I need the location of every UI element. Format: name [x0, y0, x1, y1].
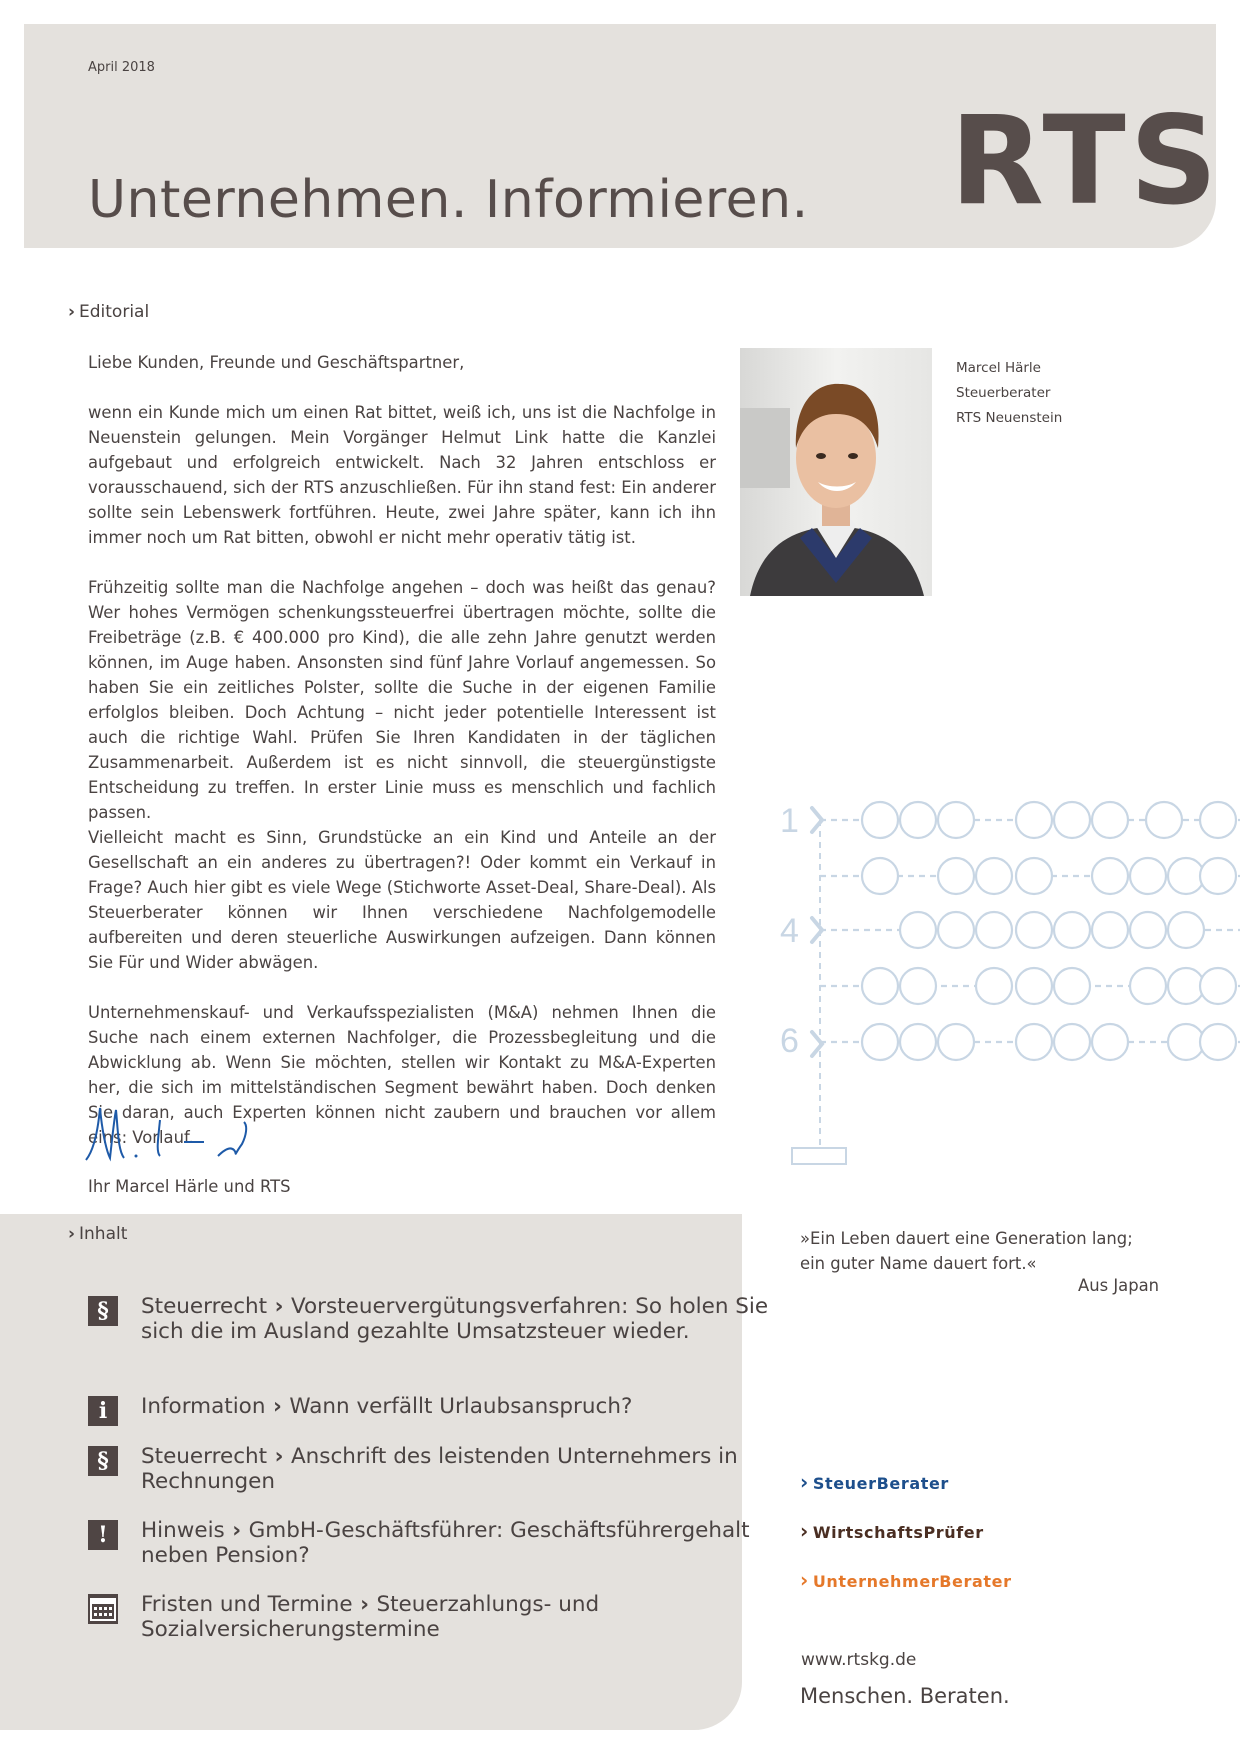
chevron-right-icon: › — [224, 1518, 249, 1543]
toc-title: Anschrift des leistenden Unternehmers in Rechnungen — [141, 1444, 738, 1494]
chevron-right-icon: › — [800, 1470, 809, 1494]
abacus-bead — [1092, 858, 1128, 894]
letter-paragraph: Frühzeitig sollte man die Nachfolge angehen – doch was heißt das genau? Wer hohes Vermögen schenkungssteuerfrei übertragen möchte, sollte die Freibeträge (z.B. € 400.000 pro Kind), die alle zehn Jahre genutzt werden können, im Auge haben. Ansonsten sind fünf Jahre Vorlauf angemessen. So haben Sie ein zeitliches Polster, sollte die Suche in der eigenen Familie erfolglos bleiben. Doch Achtung – nicht jeder potentielle Interessent ist auch die richtige Wahl. Prüfen Sie Ihren Kandidaten in der täglichen Zusammenarbeit. Außerdem ist es nicht sinnvoll, die steuergünstigste Entscheidung zu treffen. In erster Linie muss es menschlich und fachlich passen. — [88, 578, 716, 822]
toc-title: Steuerzahlungs- und Sozialversicherungstermine — [141, 1592, 600, 1642]
service-steuerberater[interactable] — [800, 1470, 949, 1494]
abacus-bead — [862, 858, 898, 894]
abacus-bead — [862, 802, 898, 838]
calendar-icon — [88, 1594, 118, 1624]
issue-date: April 2018 — [88, 60, 155, 75]
quote-line: »Ein Leben dauert eine Generation lang; — [800, 1229, 1133, 1248]
abacus-bead — [1054, 912, 1090, 948]
chevron-right-icon: › — [68, 1224, 76, 1244]
chevron-right-icon: › — [265, 1394, 290, 1419]
abacus-bead — [938, 858, 974, 894]
service-wirtschaftspruefer[interactable] — [800, 1519, 984, 1543]
letter-greeting: Liebe Kunden, Freunde und Geschäftspartner, — [88, 353, 465, 372]
exclamation-icon: ! — [88, 1520, 118, 1550]
service-unternehmerberater[interactable] — [800, 1568, 1012, 1592]
abacus-bead — [900, 912, 936, 948]
service-label: WirtschaftsPrüfer — [812, 1523, 984, 1542]
info-icon: i — [88, 1396, 118, 1426]
abacus-bead — [862, 1024, 898, 1060]
chevron-right-icon: › — [267, 1294, 291, 1319]
abacus-bead — [1092, 802, 1128, 838]
author-role: Steuerberater — [956, 385, 1051, 401]
abacus-bead — [1054, 968, 1090, 1004]
toc-category: Fristen und Termine — [141, 1592, 353, 1617]
abacus-bead — [900, 1024, 936, 1060]
toc-entry — [141, 1518, 781, 1568]
abacus-bead — [1200, 802, 1236, 838]
website-link[interactable]: www.rtskg.de — [801, 1650, 917, 1670]
toc-category: Information — [141, 1394, 266, 1419]
toc-category: Hinweis — [141, 1518, 225, 1543]
chevron-right-icon: › — [800, 1568, 809, 1592]
abacus-bead — [862, 968, 898, 1004]
abacus-bead — [900, 968, 936, 1004]
toc-entry — [141, 1294, 781, 1344]
page-title: Unternehmen. Informieren. — [88, 170, 809, 230]
quote-source: Aus Japan — [1078, 1276, 1160, 1295]
service-label: SteuerBerater — [812, 1474, 949, 1493]
abacus-bead — [1168, 858, 1204, 894]
abacus-bead — [1130, 858, 1166, 894]
letter-paragraph: wenn ein Kunde mich um einen Rat bittet, weiß ich, uns ist die Nachfolge in Neuenstein gelungen. Mein Vorgänger Helmut Link hatte die Kanzlei aufgebaut und erfolgreich entwickelt. Nach 32 Jahren entschloss er vorausschauend, sich der RTS anzuschließen. Für ihn stand fest: Ein anderer sollte sein Lebenswerk fortführen. Heute, zwei Jahre später, kann ich ihn immer noch um Rat bitten, obwohl er nicht mehr operativ tätig ist. — [88, 403, 716, 547]
contents-heading-label: Inhalt — [79, 1224, 128, 1244]
editorial-heading-label: Editorial — [79, 302, 150, 322]
author-caption — [956, 356, 1062, 431]
toc-entry — [141, 1592, 781, 1642]
abacus-label: 1 — [780, 802, 799, 840]
abacus-bead — [1054, 802, 1090, 838]
abacus-bead — [1016, 802, 1052, 838]
abacus-bead — [1054, 1024, 1090, 1060]
editorial-letter — [88, 350, 716, 1175]
abacus-bead — [976, 912, 1012, 948]
abacus-bead — [976, 968, 1012, 1004]
abacus-bead — [1168, 1024, 1204, 1060]
abacus-label: 6 — [780, 1022, 799, 1060]
chevron-right-icon: › — [267, 1444, 291, 1469]
abacus-bead — [1016, 1024, 1052, 1060]
chevron-right-icon: › — [352, 1592, 377, 1617]
letter-closing: Ihr Marcel Härle und RTS — [88, 1177, 291, 1196]
abacus-bead — [938, 802, 974, 838]
slogan: Menschen. Beraten. — [800, 1684, 1010, 1708]
abacus-illustration — [770, 790, 1240, 1180]
toc-title: Wann verfällt Urlaubsanspruch? — [289, 1394, 633, 1419]
abacus-bead — [1130, 912, 1166, 948]
chevron-right-icon: › — [68, 302, 76, 322]
quote — [800, 1226, 1133, 1276]
abacus-bead — [938, 912, 974, 948]
editorial-heading — [68, 302, 149, 322]
author-name: Marcel Härle — [956, 360, 1041, 376]
abacus-bead — [976, 858, 1012, 894]
abacus-bead — [1146, 802, 1182, 838]
abacus-bead — [1130, 968, 1166, 1004]
abacus-bead — [1200, 858, 1236, 894]
abacus-bead — [1016, 912, 1052, 948]
toc-category: Steuerrecht — [141, 1294, 268, 1319]
abacus-bead — [1200, 1024, 1236, 1060]
abacus-bead — [1092, 912, 1128, 948]
abacus-bead — [1168, 968, 1204, 1004]
abacus-bead — [938, 1024, 974, 1060]
contents-heading — [68, 1224, 127, 1244]
letter-paragraph: Unternehmenskauf- und Verkaufsspezialisten (M&A) nehmen Ihnen die Suche nach einem externen Nachfolger, die Prozessbegleitung und die Abwicklung ab. Wenn Sie möchten, stellen wir Kontakt zu M&A-Experten her, die sich im mittelständischen Segment bewährt haben. Doch denken Sie daran, auch Experten können nicht zaubern und brauchen vor allem eins: Vorlauf. — [88, 1003, 716, 1147]
toc-entry — [141, 1444, 781, 1494]
letter-paragraph: Vielleicht macht es Sinn, Grundstücke an ein Kind und Anteile an der Gesellschaft an ein anderes zu übertragen?! Oder kommt ein Verkauf in Frage? Auch hier gibt es viele Wege (Stichworte Asset-Deal, Share-Deal). Als Steuerberater können wir Ihnen verschiedene Nachfolgemodelle aufbereiten und deren steuerliche Auswirkungen aufzeigen. Dann können Sie Für und Wider abwägen. — [88, 828, 716, 972]
quote-line: ein guter Name dauert fort.« — [800, 1254, 1037, 1273]
author-office: RTS Neuenstein — [956, 410, 1063, 426]
abacus-label: 4 — [780, 912, 799, 950]
service-label: UnternehmerBerater — [812, 1572, 1012, 1591]
rts-logo: RTS — [950, 90, 1222, 232]
toc-title: GmbH-Geschäftsführer: Geschäftsführergehalt neben Pension? — [141, 1518, 750, 1568]
abacus-bead — [1168, 912, 1204, 948]
abacus-bead — [1016, 858, 1052, 894]
toc-category: Steuerrecht — [141, 1444, 268, 1469]
abacus-bead — [1092, 1024, 1128, 1060]
paragraph-icon: § — [88, 1296, 118, 1326]
abacus-bead — [1016, 968, 1052, 1004]
chevron-right-icon: › — [800, 1519, 809, 1543]
toc-title: Vorsteuervergütungsverfahren: So holen Sie sich die im Ausland gezahlte Umsatzsteuer wieder. — [141, 1294, 769, 1344]
handwritten-signature — [84, 1100, 264, 1170]
toc-entry — [141, 1394, 781, 1419]
author-photo — [740, 348, 932, 596]
abacus-bead — [900, 802, 936, 838]
abacus-bead — [1200, 968, 1236, 1004]
paragraph-icon: § — [88, 1446, 118, 1476]
